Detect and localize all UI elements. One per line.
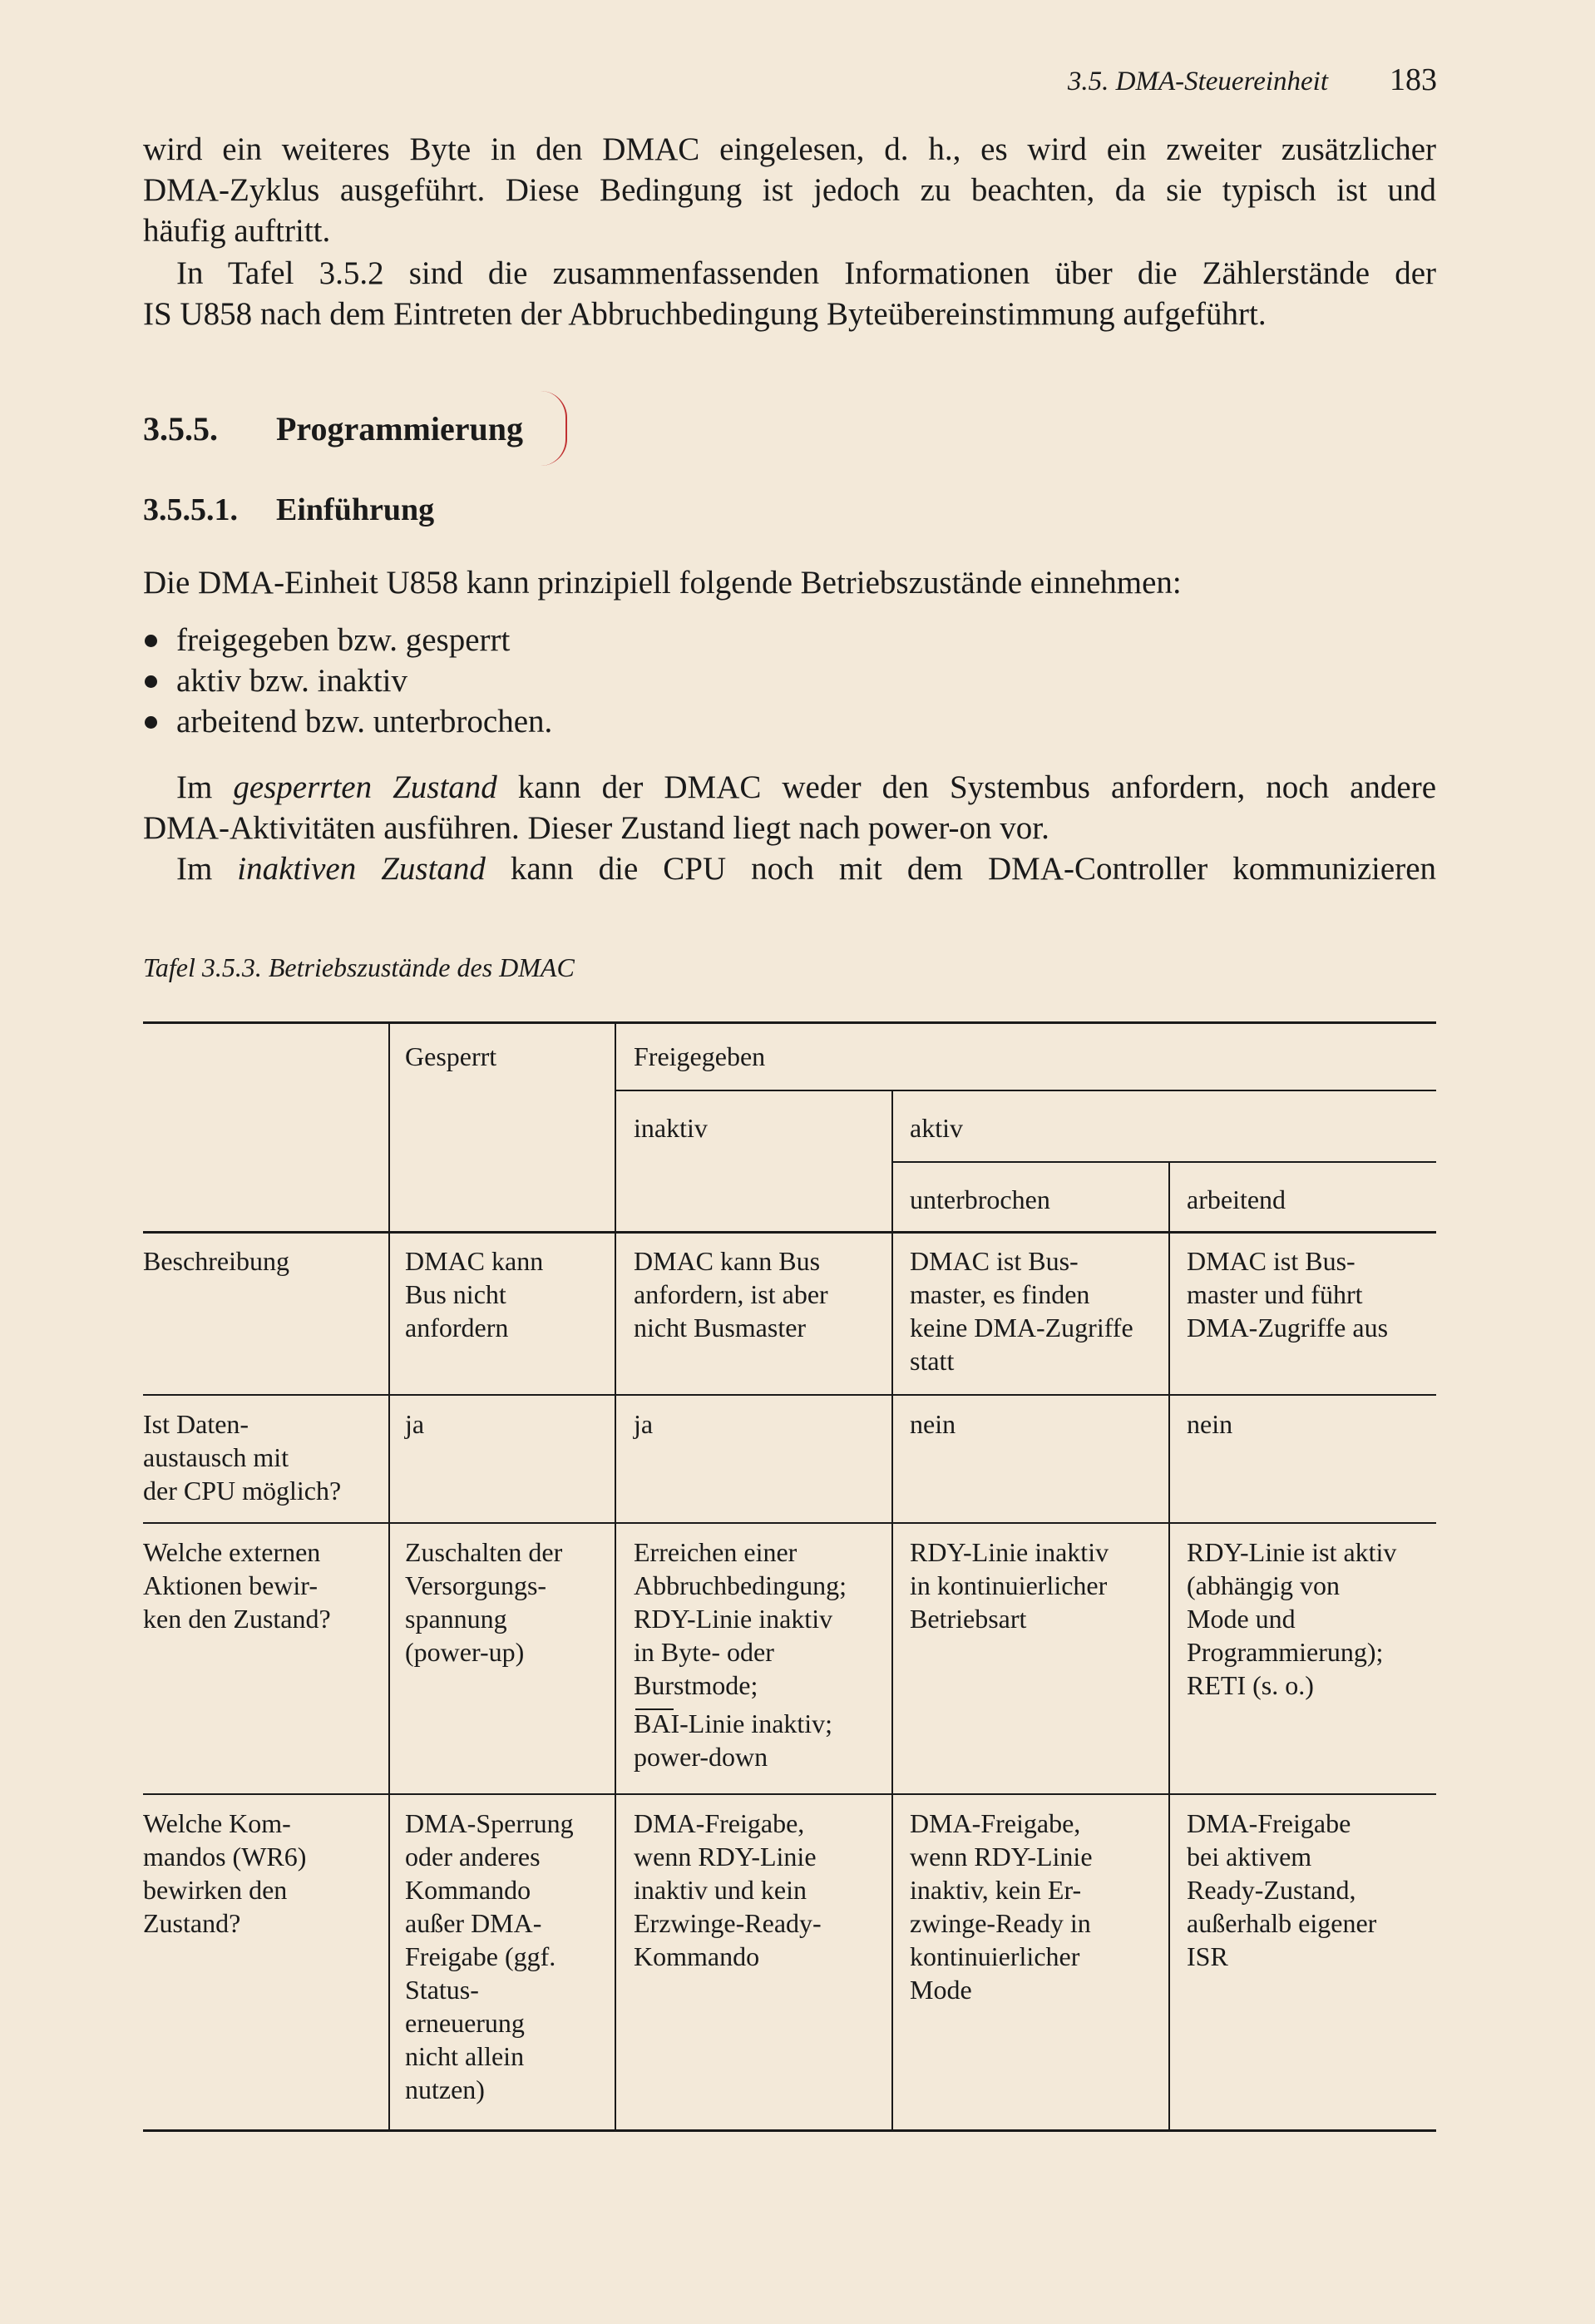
cell-line: DMAC kann xyxy=(405,1246,544,1276)
header-gesperrt: Gesperrt xyxy=(405,1041,497,1071)
text-run: kann der DMAC weder den Systembus anfordern, noch andere xyxy=(496,769,1437,805)
cell-line: Versorgungs- xyxy=(405,1570,547,1600)
column-rule xyxy=(1168,1161,1170,2129)
table-cell xyxy=(1187,1244,1388,1344)
cell-line: ja xyxy=(405,1409,425,1439)
cell-line: Erzwinge-Ready- xyxy=(634,1908,822,1938)
cell-line: Kommando xyxy=(634,1941,760,1971)
cell-line: Programmierung); xyxy=(1187,1637,1384,1667)
cell-line: wenn RDY-Linie xyxy=(910,1842,1093,1872)
emphasis-text: inaktiven Zustand xyxy=(237,851,486,887)
cell-line: inaktiv und kein xyxy=(634,1875,807,1905)
cell-line: Mode und xyxy=(1187,1604,1296,1634)
cell-line: Mode xyxy=(910,1975,972,2005)
margin-bracket-mark xyxy=(541,391,567,466)
cell-line: DMAC ist Bus- xyxy=(1187,1246,1356,1276)
header-freigegeben: Freigegeben xyxy=(634,1041,766,1071)
cell-line: DMA-Freigabe, xyxy=(634,1808,805,1838)
text-line: DMA-Zyklus ausgeführt. Diese Bedingung ist jedoch zu beachten, da sie typisch ist und xyxy=(143,172,1436,208)
cell-line: mandos (WR6) xyxy=(143,1842,307,1872)
paragraph-2 xyxy=(143,253,1436,334)
cell-line: Zustand? xyxy=(143,1908,241,1938)
cell-line: statt xyxy=(910,1346,955,1376)
header-inaktiv: inaktiv xyxy=(634,1113,708,1143)
cell-line: nicht Busmaster xyxy=(634,1313,807,1342)
text-run: Im xyxy=(176,769,234,805)
cell-line: kontinuierlicher xyxy=(910,1941,1080,1971)
paragraph-1 xyxy=(143,129,1436,251)
table-caption: Tafel 3.5.3. Betriebszustände des DMAC xyxy=(143,952,575,982)
section-heading xyxy=(143,409,523,448)
cell-line: nicht allein xyxy=(405,2041,525,2071)
cell-line: Bus nicht xyxy=(405,1279,506,1309)
cell-line: RDY-Linie inaktiv xyxy=(910,1537,1109,1567)
header-rule xyxy=(615,1090,1436,1091)
table-cell xyxy=(910,1535,1109,1635)
intro-text: Die DMA-Einheit U858 kann prinzipiell folgende Betriebszustände einnehmen: xyxy=(143,565,1182,601)
cell-line: ISR xyxy=(1187,1941,1228,1971)
header-unterbrochen: unterbrochen xyxy=(910,1184,1050,1214)
text-line: In Tafel 3.5.2 sind die zusammenfassenden Informationen über die Zählerstände der xyxy=(176,255,1436,291)
table-cell xyxy=(405,1807,574,2106)
state-list xyxy=(143,620,552,742)
cell-line: ken den Zustand? xyxy=(143,1604,331,1634)
row-label xyxy=(143,1535,331,1635)
subsection-title: Einführung xyxy=(276,492,435,527)
intro-paragraph xyxy=(143,562,1436,603)
cell-line: Beschreibung xyxy=(143,1246,289,1276)
emphasis-text: gesperrten Zustand xyxy=(233,769,497,805)
text-line: IS U858 nach dem Eintreten der Abbruchbedingung Byteübereinstimmung aufgeführt. xyxy=(143,296,1267,332)
table-cell xyxy=(910,1807,1093,2006)
subsection-number: 3.5.5.1. xyxy=(143,492,238,527)
cell-line: inaktiv, kein Er- xyxy=(910,1875,1082,1905)
header-bottom-rule xyxy=(143,1231,1436,1234)
cell-line: keine DMA-Zugriffe xyxy=(910,1313,1133,1342)
cell-line: ja xyxy=(634,1409,654,1439)
subsection-heading xyxy=(143,492,434,528)
cell-line: Kommando xyxy=(405,1875,531,1905)
cell-line: zwinge-Ready in xyxy=(910,1908,1091,1938)
cell-line: nein xyxy=(910,1409,956,1439)
cell-line: DMA-Freigabe, xyxy=(910,1808,1081,1838)
table-cell xyxy=(1187,1807,1376,1973)
column-rule xyxy=(388,1021,390,2129)
table-bottom-rule xyxy=(143,2129,1436,2132)
text-line: wird ein weiteres Byte in den DMAC eingelesen, d. h., es wird ein zweiter zusätzlicher xyxy=(143,131,1436,167)
cell-line: austausch mit xyxy=(143,1442,289,1472)
cell-line: Burstmode; xyxy=(634,1670,758,1700)
cell-line: bewirken den xyxy=(143,1875,288,1905)
cell-line: master, es finden xyxy=(910,1279,1090,1309)
table-cell xyxy=(634,1807,822,1973)
column-rule xyxy=(891,1090,893,2129)
cell-line: erneuerung xyxy=(405,2008,525,2038)
header-rule xyxy=(891,1161,1436,1163)
cell-line: Abbruchbedingung; xyxy=(634,1570,847,1600)
cell-line: DMA-Zugriffe aus xyxy=(1187,1313,1389,1342)
column-rule xyxy=(615,1021,616,2129)
cell-line: Erreichen einer xyxy=(634,1537,798,1567)
section-number: 3.5.5. xyxy=(143,410,218,447)
table-cell xyxy=(910,1407,956,1441)
cell-line: master und führt xyxy=(1187,1279,1363,1309)
cell-line: BAI-Linie inaktiv; xyxy=(634,1708,833,1738)
cell-line: bei aktivem xyxy=(1187,1842,1312,1872)
cell-line: anfordern xyxy=(405,1313,509,1342)
cell-line: (power-up) xyxy=(405,1637,525,1667)
table-cell xyxy=(634,1244,828,1344)
cell-line: Freigabe (ggf. xyxy=(405,1941,556,1971)
table-cell xyxy=(634,1535,847,1773)
table-cell xyxy=(405,1535,562,1669)
cell-line: Welche Kom- xyxy=(143,1808,291,1838)
page-header xyxy=(998,62,1437,103)
cell-line: nein xyxy=(1187,1409,1233,1439)
cell-line: in Byte- oder xyxy=(634,1637,774,1667)
cell-line: der CPU möglich? xyxy=(143,1476,342,1506)
text-line: DMA-Aktivitäten ausführen. Dieser Zustand liegt nach power-on vor. xyxy=(143,810,1049,846)
header-aktiv: aktiv xyxy=(910,1113,963,1143)
row-rule xyxy=(143,1522,1436,1524)
header-arbeitend: arbeitend xyxy=(1187,1184,1286,1214)
cell-line: DMAC kann Bus xyxy=(634,1246,821,1276)
table-cell xyxy=(634,1407,653,1441)
list-item: arbeitend bzw. unterbrochen. xyxy=(143,701,552,742)
states-table xyxy=(143,1021,1436,2132)
cell-line: oder anderes xyxy=(405,1842,541,1872)
list-item: freigegeben bzw. gesperrt xyxy=(143,620,552,660)
cell-line: anfordern, ist aber xyxy=(634,1279,828,1309)
cell-line: Aktionen bewir- xyxy=(143,1570,318,1600)
cell-line: Welche externen xyxy=(143,1537,321,1567)
row-rule xyxy=(143,1394,1436,1396)
row-label xyxy=(143,1407,341,1507)
running-title: 3.5. DMA-Steuereinheit xyxy=(1067,67,1328,96)
cell-line: power-down xyxy=(634,1742,768,1772)
row-rule xyxy=(143,1793,1436,1795)
text-line xyxy=(143,848,1436,889)
cell-line: DMA-Sperrung xyxy=(405,1808,574,1838)
row-label xyxy=(143,1244,289,1278)
cell-line: RDY-Linie ist aktiv xyxy=(1187,1537,1397,1567)
page-number: 183 xyxy=(1390,62,1437,97)
text-run: kann die CPU noch mit dem DMA-Controller kommunizieren xyxy=(485,851,1436,887)
section-title: Programmierung xyxy=(276,410,523,447)
cell-line: Status- xyxy=(405,1975,479,2005)
list-item: aktiv bzw. inaktiv xyxy=(143,660,552,701)
cell-line: Zuschalten der xyxy=(405,1537,563,1567)
table-top-rule xyxy=(143,1021,1436,1024)
table-cell xyxy=(1187,1407,1232,1441)
table-cell xyxy=(1187,1535,1396,1702)
cell-line: in kontinuierlicher xyxy=(910,1570,1108,1600)
cell-line: RDY-Linie inaktiv xyxy=(634,1604,833,1634)
cell-line: DMAC ist Bus- xyxy=(910,1246,1079,1276)
cell-line: wenn RDY-Linie xyxy=(634,1842,817,1872)
cell-line: Ist Daten- xyxy=(143,1409,249,1439)
cell-line: Betriebsart xyxy=(910,1604,1027,1634)
text-line xyxy=(143,767,1436,808)
cell-line: (abhängig von xyxy=(1187,1570,1340,1600)
cell-line: RETI (s. o.) xyxy=(1187,1670,1314,1700)
table-cell xyxy=(405,1244,543,1344)
cell-line: außerhalb eigener xyxy=(1187,1908,1377,1938)
cell-line: DMA-Freigabe xyxy=(1187,1808,1351,1838)
cell-line: Ready-Zustand, xyxy=(1187,1875,1356,1905)
row-label xyxy=(143,1807,306,1940)
paragraph-3 xyxy=(143,767,1436,889)
text-line: häufig auftritt. xyxy=(143,213,331,249)
cell-line: spannung xyxy=(405,1604,507,1634)
cell-line: außer DMA- xyxy=(405,1908,542,1938)
table-cell xyxy=(405,1407,424,1441)
overline-mark xyxy=(635,1708,674,1710)
table-cell xyxy=(910,1244,1133,1377)
cell-line: nutzen) xyxy=(405,2074,485,2104)
text-run: Im xyxy=(176,851,238,887)
